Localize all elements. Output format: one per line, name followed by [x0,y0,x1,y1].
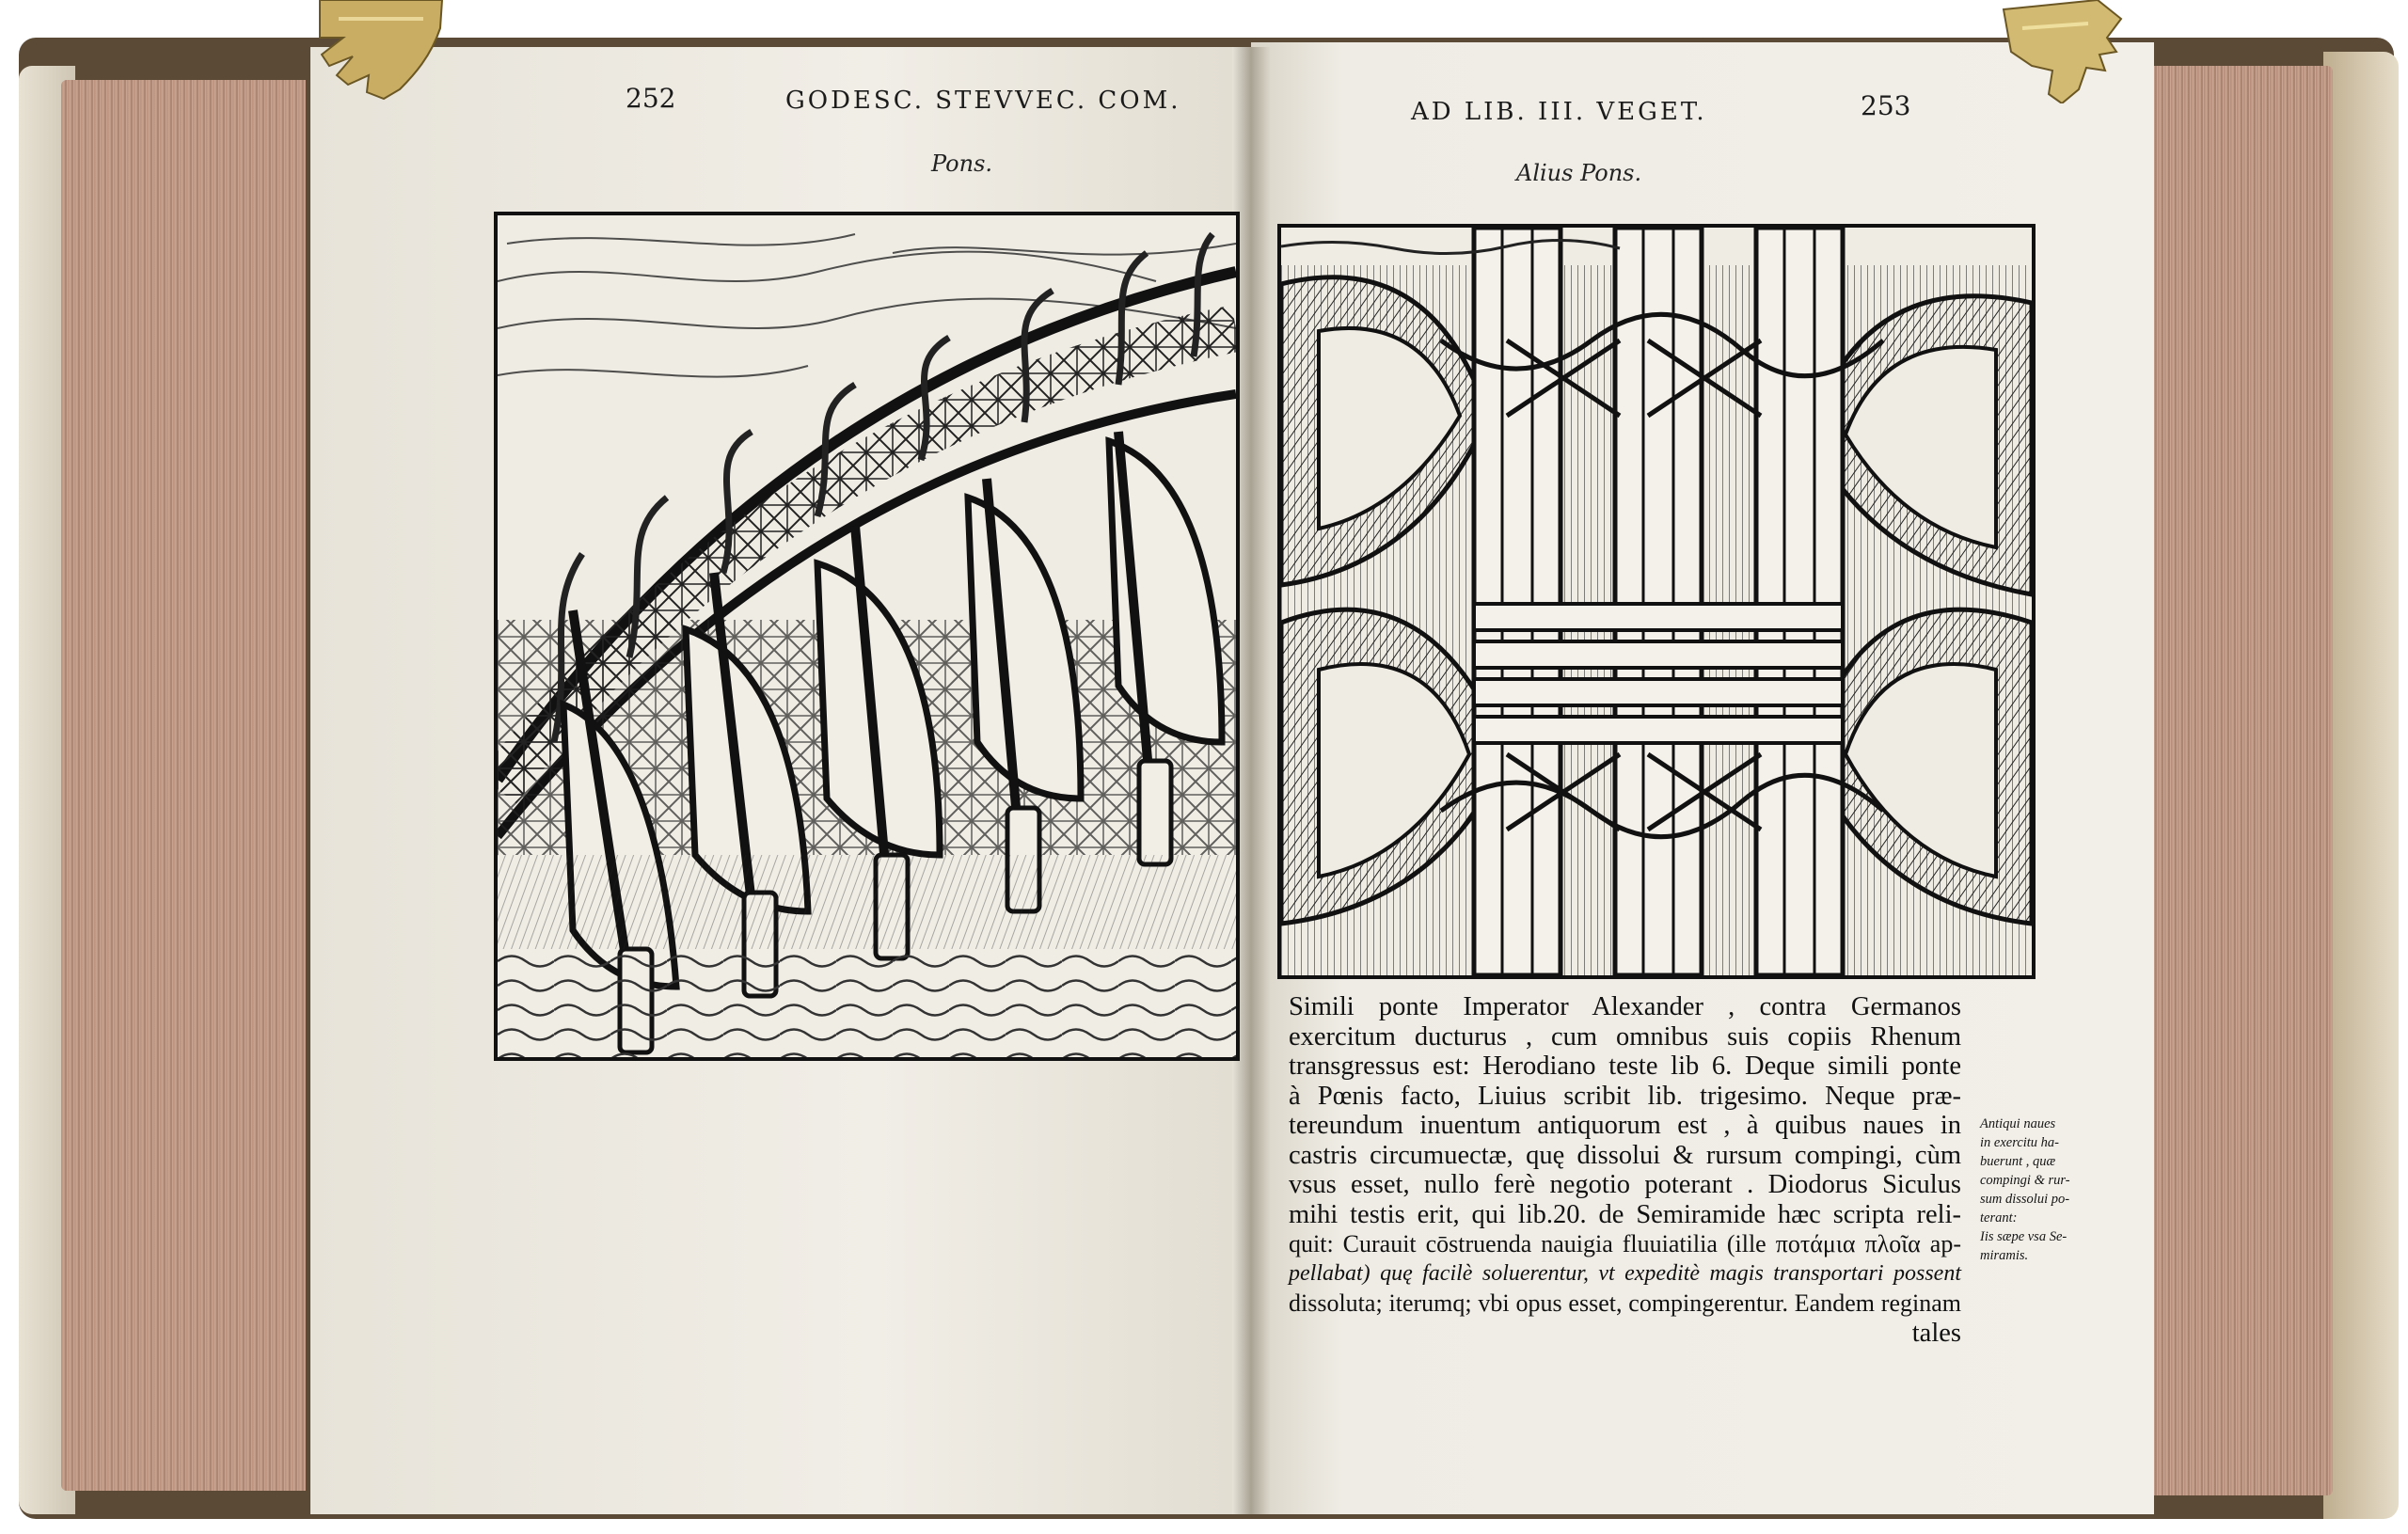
marginal-line: compingi & rur- [1980,1173,2070,1188]
catchword: tales [1911,1318,1961,1348]
woodcut-alternate-bridge [1277,224,2036,979]
right-figure-caption: Alius Pons. [1516,160,1642,186]
right-running-head: AD LIB. III. VEGET. [1411,98,1707,126]
body-line: à Pœnis facto, Liuius scribit lib. trigesimo. Neque præ- [1289,1081,1961,1111]
body-line: transgressus est: Herodiano teste lib 6. Deque simili ponte [1289,1052,1961,1081]
marginal-line: in exercitu ha- [1980,1135,2060,1150]
left-running-head: GODESC. STEVVEC. COM. [785,87,1181,115]
right-page-body-text [1289,992,1961,1348]
brass-hand-clip-left-icon [310,0,452,103]
body-line: quit: Curauit cōstruenda nauigia fluuiatilia (ille ποτάμια πλοῖα ap- [1289,1230,1961,1257]
right-page-number: 253 [1861,90,1911,121]
brass-hand-clip-right-icon [1985,0,2126,103]
marginal-line: Iis sæpe vsa Se- [1980,1229,2067,1244]
body-line: pellabat) quę facilè soluerentur, vt expeditè magis transportari possent [1289,1260,1961,1286]
marginal-line: Antiqui naues [1980,1116,2056,1131]
body-line: dissoluta; iterumq; vbi opus esset, compingerentur. Eandem reginam [1289,1289,1961,1317]
marginal-note [1980,1115,2093,1265]
pontoon-bridge-illustration [498,215,1236,1057]
left-page-block [61,80,306,1491]
right-page-block [2145,66,2333,1495]
body-line: mihi testis erit, qui lib.20. de Semiramide hæc scripta reli- [1289,1199,1961,1229]
body-line: vsus esset, nullo ferè negotio poterant . Diodorus Siculus [1289,1170,1961,1199]
woodcut-pontoon-bridge [494,212,1240,1061]
alternate-bridge-illustration [1281,228,2032,975]
body-line: castris circumuectæ, quę dissolui & rursum compingi, cùm [1289,1140,1961,1170]
marginal-line: sum dissolui po- [1980,1192,2070,1207]
left-page-number: 252 [626,83,676,114]
body-line: exercitum ducturus , cum omnibus suis copiis Rhenum [1289,1021,1961,1052]
body-line: Simili ponte Imperator Alexander , contra Germanos [1289,992,1961,1021]
left-figure-caption: Pons. [931,150,993,177]
marginal-line: miramis. [1980,1248,2029,1263]
marginal-line: buerunt , quæ [1980,1154,2056,1169]
marginal-line: terant: [1980,1210,2018,1226]
right-cover-edge [2323,52,2399,1519]
body-line: tereundum inuentum antiquorum est , à quibus naues in [1289,1111,1961,1140]
